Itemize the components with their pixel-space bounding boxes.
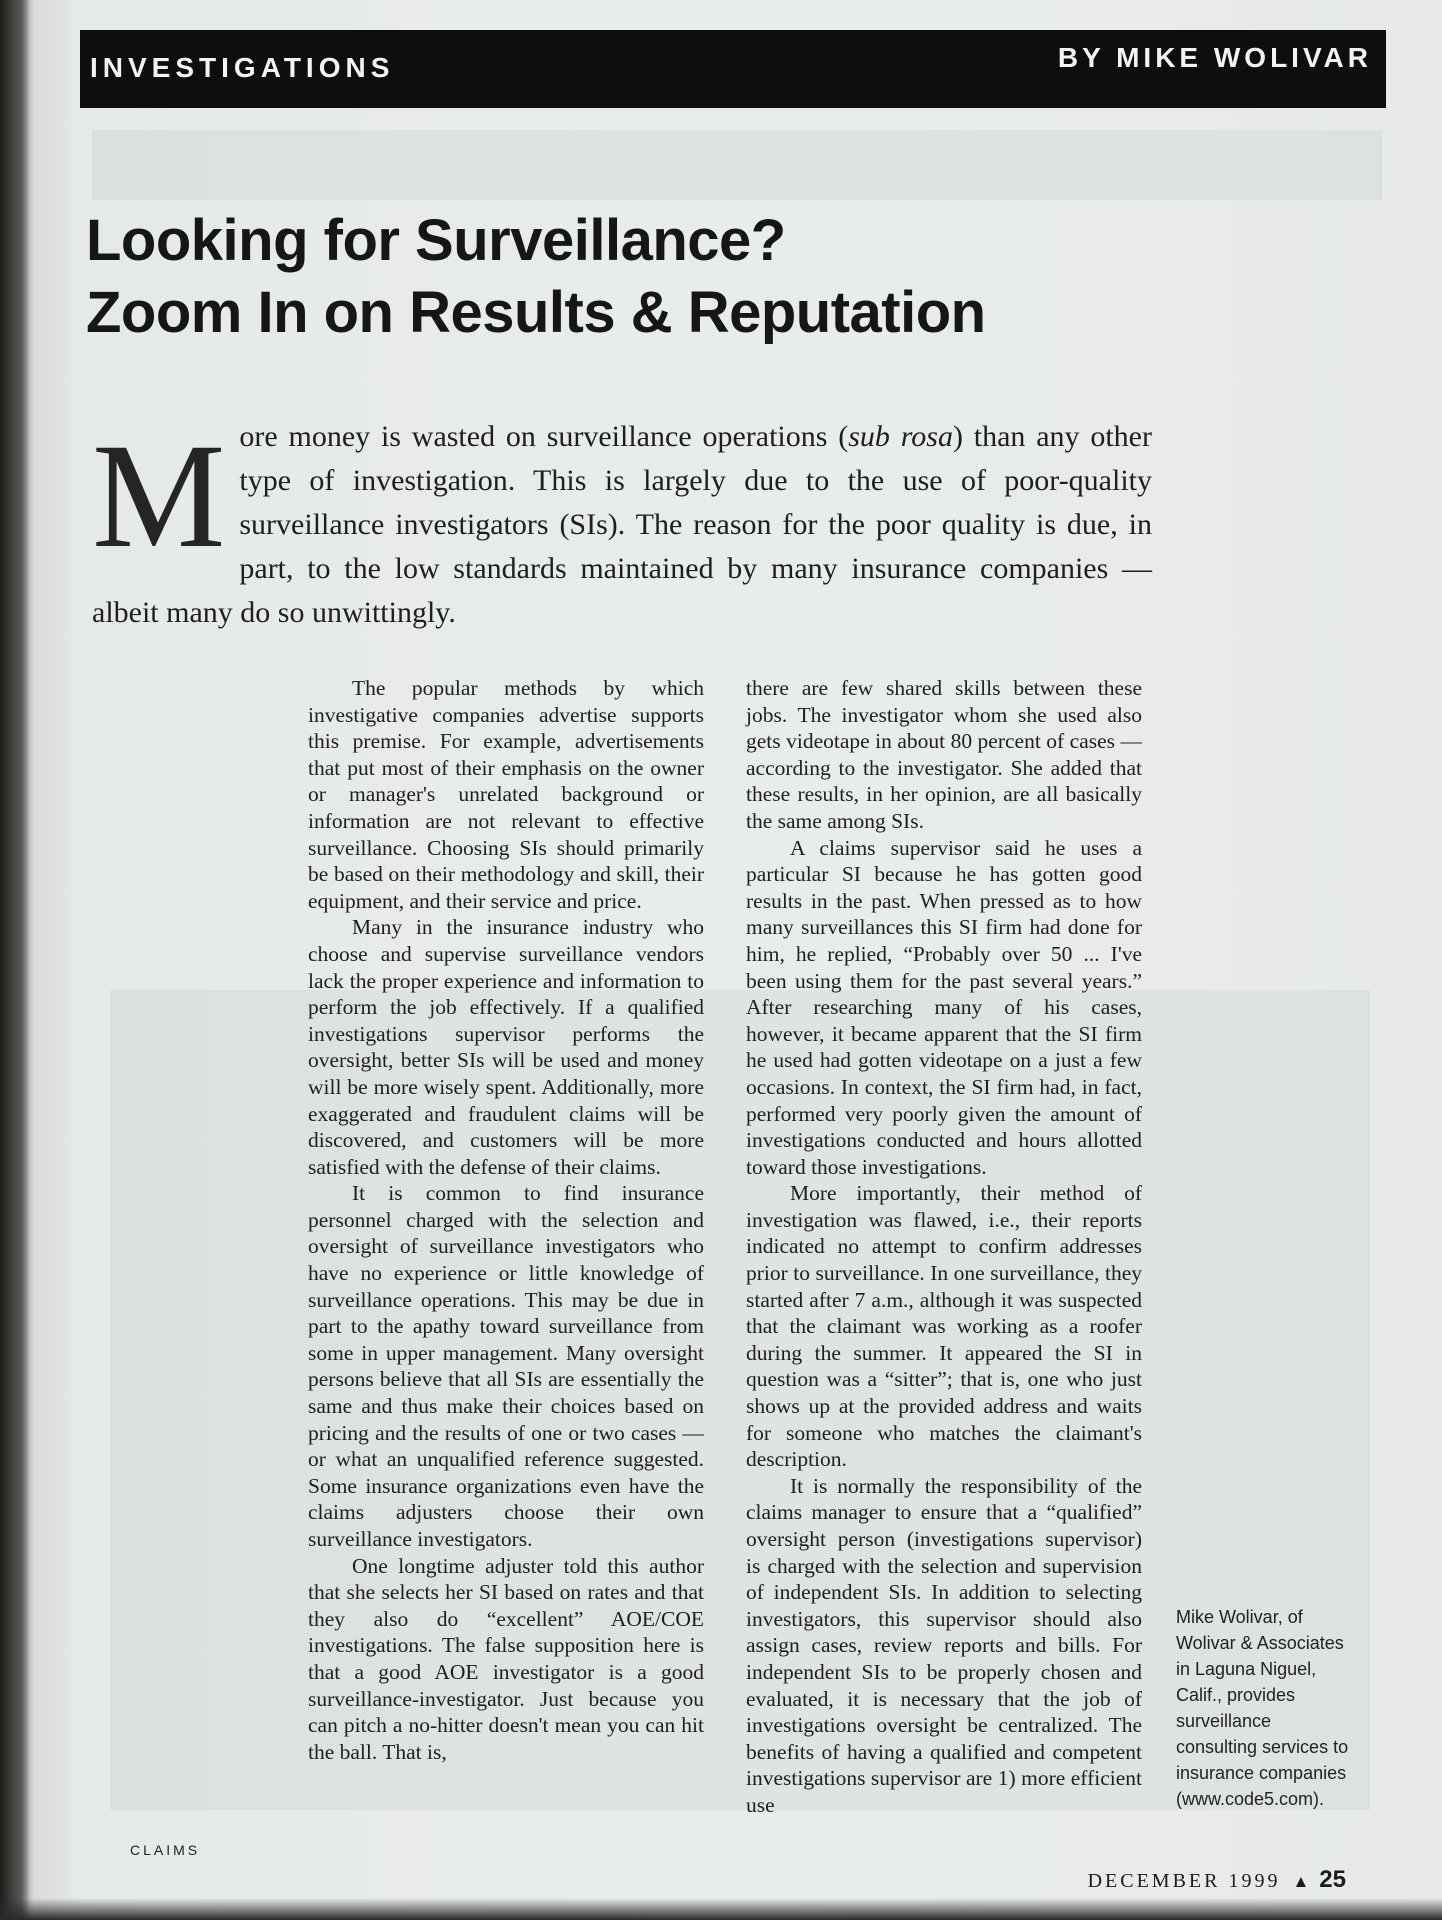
issue-date: DECEMBER 1999 [1087,1870,1281,1892]
section-header-bar [80,30,1386,108]
body-paragraph: there are few shared skills between these jobs. The investigator whom she used also gets videotape in about 80 percent of cases — according to the investigator. She added that these results, in her opinion, are all basically the same among SIs. [746,676,1142,833]
body-paragraph: It is common to find insurance personnel charged with the selection and oversight of surveillance investigators who have no experience or little knowledge of surveillance operations. This may be due in part to the apathy toward surveillance from some in upper management. Many oversight persons believe that all SIs are essentially the same and thus make their choices based on pricing and the results of one or two cases — or what an unqualified reference suggested. Some insurance organizations even have the claims adjusters choose their own surveillance investigators. [308,1181,704,1551]
lede-text-start: ore money is wasted on surveillance operations ( [239,420,849,453]
author-bio: Mike Wolivar, of Wolivar & Associates in Laguna Niguel, Calif., provides surveillance consulting services to insurance companies (www.code5.com). [1176,1607,1349,1809]
magazine-name: CLAIMS [130,1842,201,1858]
lede-italic-term: sub rosa [848,420,953,453]
drop-cap: M [92,413,226,579]
lede-paragraph [92,415,1152,635]
page-binding-shadow [0,0,30,1920]
show-through-block-top [92,130,1382,200]
article-headline [86,205,1286,349]
page-number: 25 [1319,1866,1346,1893]
page-footer [1088,1866,1346,1894]
body-paragraph: Many in the insurance industry who choose and supervise surveillance vendors lack the proper experience and information to perform the job effectively. If a qualified investigations supervisor performs the oversight, better SIs will be used and money will be more wisely spent. Additionally, more exaggerated and fraudulent claims will be discovered, and customers will be more satisfied with the defense of their claims. [308,915,704,1179]
headline-line-2: Zoom In on Results & Reputation [86,280,986,345]
byline: BY MIKE WOLIVAR [1057,42,1372,73]
body-paragraph: More importantly, their method of investigation was flawed, i.e., their reports indicated no attempt to confirm addresses prior to surveillance. In one surveillance, they started after 7 a.m., although it was suspected that the claimant was working as a roofer during the summer. It appeared the SI in question was a “sitter”; that is, one who just shows up at the provided address and waits for someone who matches the claimant's description. [746,1181,1142,1472]
body-paragraph: A claims supervisor said he uses a particular SI because he has gotten good results in the past. When pressed as to how many surveillances this SI firm had done for him, he replied, “Probably over 50 ... I've been using them for the past several years.” After researching many of his cases, however, it became apparent that the SI firm he used had gotten videotape on a just a few occasions. In context, the SI firm had, in fact, performed very poorly given the amount of investigations conducted and hours allotted toward those investigations. [746,835,1142,1179]
triangle-up-icon: ▲ [1292,1872,1310,1891]
body-paragraph: One longtime adjuster told this author that she selects her SI based on rates and that they also do “excellent” AOE/COE investigations. The false supposition here is that a good AOE investigator is a good surveillance-investigator. Just because you can pitch a no-hitter doesn't mean you can hit the ball. That is, [308,1553,704,1764]
lede-text-end: ) than any other type of investigation. This is largely due to the use of poor-quality surveillance investigators (SIs). The reason for the poor quality is due, in part, to the low standards maintained by many insurance companies — albeit many do so unwittingly. [92,420,1152,629]
body-column-left [308,675,704,1765]
page-bottom-edge [0,1898,1442,1920]
body-paragraph: It is normally the responsibility of the claims manager to ensure that a “qualified” oversight person (investigations supervisor) is charged with the selection and supervision of independent SIs. In addition to selecting investigators, this supervisor should also assign cases, review reports and bills. For independent SIs to be properly chosen and evaluated, it is necessary that the job of investigations oversight be centralized. The benefits of having a qualified and competent investigations supervisor are 1) more efficient use [746,1473,1142,1817]
section-label: INVESTIGATIONS [90,52,395,83]
headline-line-1: Looking for Surveillance? [86,208,786,273]
body-paragraph: The popular methods by which investigative companies advertise supports this premise. For example, advertisements that put most of their emphasis on the owner or manager's unrelated background or information are not relevant to effective surveillance. Choosing SIs should primarily be based on their methodology and skill, their equipment, and their service and price. [308,676,704,913]
body-column-right [746,675,1142,1819]
